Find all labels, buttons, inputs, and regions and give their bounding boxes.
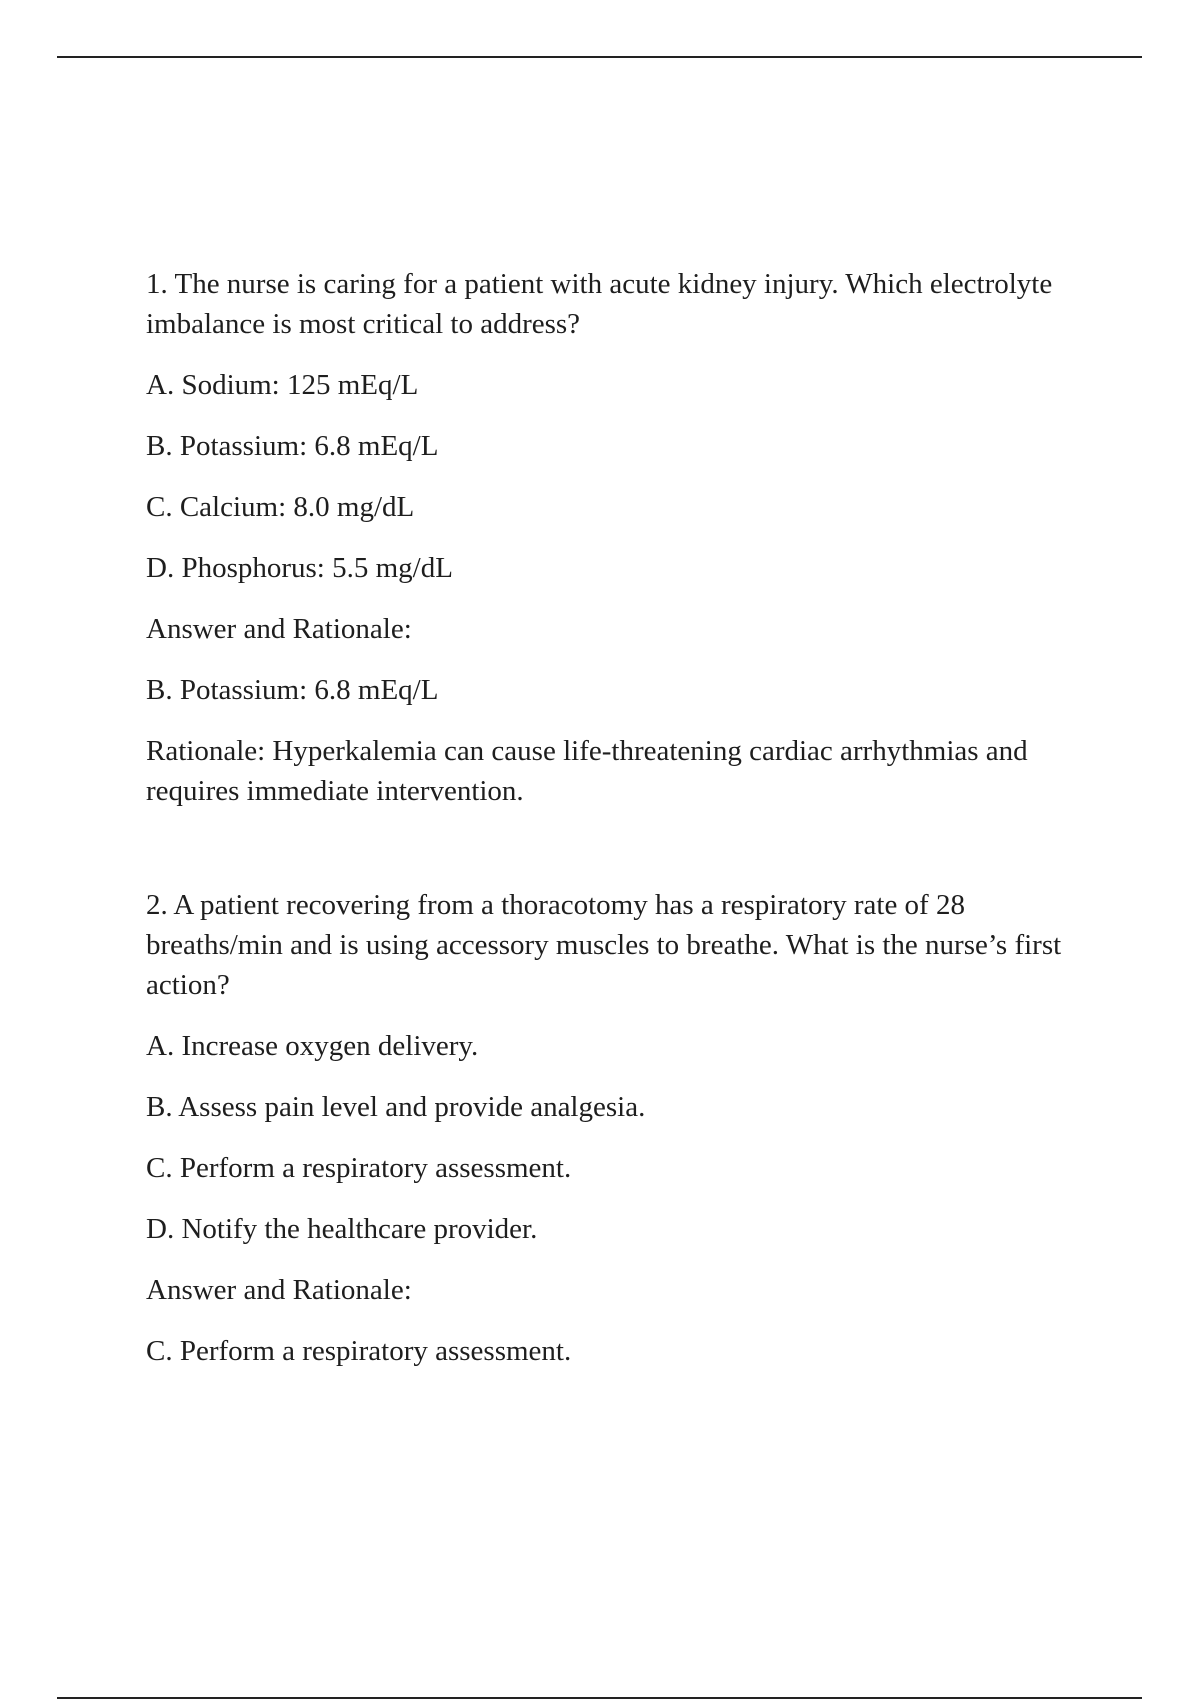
question-block-2: [146, 885, 1106, 1371]
answer-option-d: D. Phosphorus: 5.5 mg/dL: [146, 552, 453, 584]
rationale-text: Rationale: Hyperkalemia can cause life-threatening cardiac arrhythmias and requires immediate intervention.: [146, 735, 1028, 807]
answer-option-c: C. Calcium: 8.0 mg/dL: [146, 491, 415, 523]
question-spacer: [146, 832, 1106, 885]
correct-answer: B. Potassium: 6.8 mEq/L: [146, 674, 439, 706]
answer-option-b: B. Assess pain level and provide analgesia.: [146, 1091, 646, 1123]
document-body: [146, 264, 1106, 1392]
question-block-1: [146, 264, 1106, 811]
answer-option-a: A. Sodium: 125 mEq/L: [146, 369, 419, 401]
question-stem: 1. The nurse is caring for a patient with acute kidney injury. Which electrolyte imbalance is most critical to address?: [146, 268, 1053, 340]
answer-option-d: D. Notify the healthcare provider.: [146, 1213, 538, 1245]
correct-answer: C. Perform a respiratory assessment.: [146, 1335, 572, 1367]
answer-heading: Answer and Rationale:: [146, 613, 412, 645]
footer-rule: [57, 1697, 1142, 1699]
header-rule: [57, 56, 1142, 58]
answer-option-a: A. Increase oxygen delivery.: [146, 1030, 479, 1062]
answer-heading: Answer and Rationale:: [146, 1274, 412, 1306]
answer-option-c: C. Perform a respiratory assessment.: [146, 1152, 572, 1184]
answer-option-b: B. Potassium: 6.8 mEq/L: [146, 430, 439, 462]
question-stem: 2. A patient recovering from a thoracotomy has a respiratory rate of 28 breaths/min and is using accessory muscles to breathe. What is the nurse’s first action?: [146, 889, 1062, 1001]
